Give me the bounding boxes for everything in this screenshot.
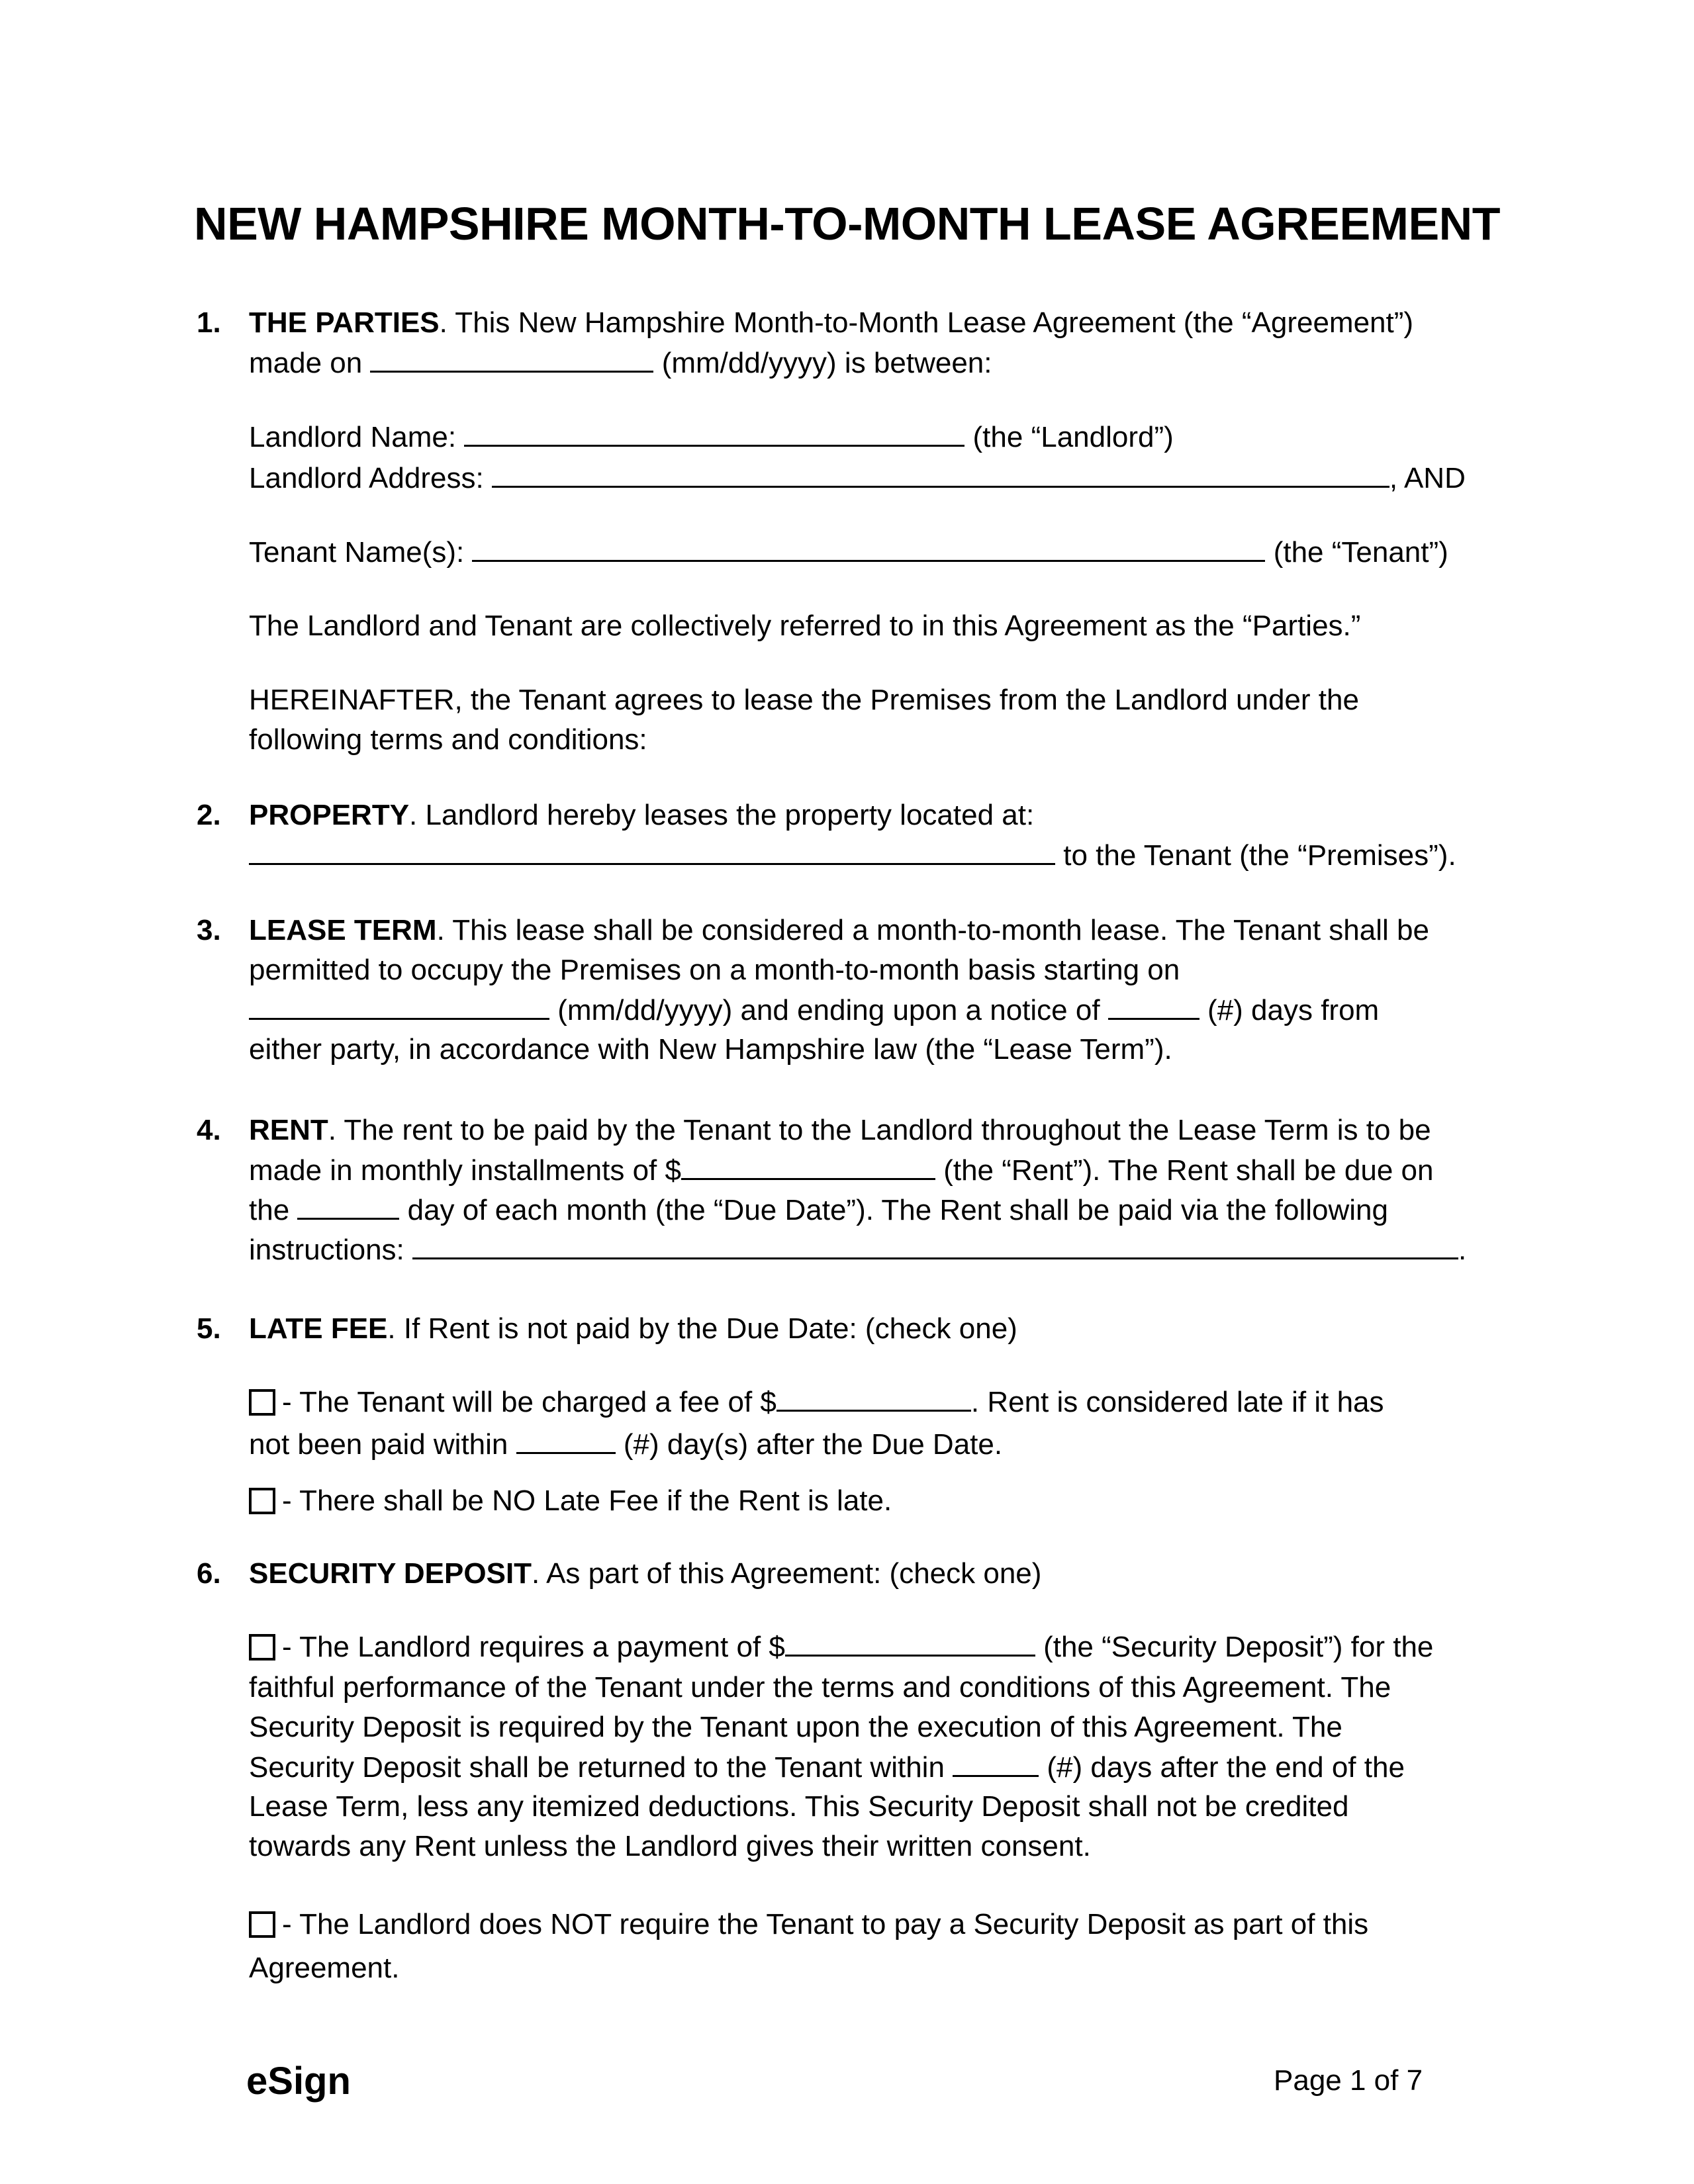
late-fee-charged-checkbox[interactable]	[249, 1389, 275, 1416]
section-number-4: 4.	[197, 1114, 221, 1146]
security-deposit-heading: SECURITY DEPOSIT	[249, 1557, 532, 1590]
parties-intro-text: . This New Hampshire Month-to-Month Lease Agreement (the “Agreement”)	[439, 306, 1414, 339]
parties-collective-text: The Landlord and Tenant are collectively referred to in this Agreement as the “Parties.”	[249, 610, 1361, 642]
deposit-line-4	[249, 1749, 1405, 1786]
landlord-name-field[interactable]	[464, 418, 965, 447]
property-address-field[interactable]	[249, 837, 1055, 865]
no-late-fee-text: - There shall be NO Late Fee if the Rent is late.	[282, 1484, 892, 1517]
lease-start-date-field[interactable]	[249, 991, 549, 1020]
deposit-line-6: towards any Rent unless the Landlord gives their written consent.	[249, 1830, 1091, 1862]
tenant-name-field[interactable]	[472, 533, 1265, 562]
late-fee-considered-text: . Rent is considered late if it has	[970, 1386, 1384, 1418]
rent-amount-field[interactable]	[681, 1152, 935, 1180]
landlord-name-label: Landlord Name:	[249, 421, 465, 453]
days-after-end-text: (#) days after the end of the	[1039, 1751, 1405, 1784]
late-fee-option-2	[249, 1482, 892, 1520]
tenant-name-label: Tenant Name(s):	[249, 536, 473, 569]
hereinafter-line-1: HEREINAFTER, the Tenant agrees to lease the Premises from the Landlord under the	[249, 684, 1359, 716]
section-number-2: 2.	[197, 799, 221, 831]
parties-line-2	[249, 344, 992, 382]
security-deposit-intro-text: . As part of this Agreement: (check one)	[532, 1557, 1042, 1590]
rent-line-2	[249, 1152, 1433, 1189]
hereinafter-line-2: following terms and conditions:	[249, 723, 647, 756]
landlord-address-suffix: , AND	[1389, 462, 1466, 494]
not-paid-within-text: not been paid within	[249, 1428, 516, 1461]
section-number-5: 5.	[197, 1312, 221, 1345]
days-after-due-text: (#) day(s) after the Due Date.	[615, 1428, 1003, 1461]
rent-heading: RENT	[249, 1114, 328, 1146]
due-day-field[interactable]	[297, 1191, 399, 1220]
security-deposit-line-1	[249, 1555, 1041, 1592]
esign-logo: eSign	[246, 2060, 351, 2103]
document-title: NEW HAMPSHIRE MONTH-TO-MONTH LEASE AGREEMENT	[194, 198, 1500, 250]
date-format-text: (mm/dd/yyyy) is between:	[653, 347, 992, 379]
late-fee-option-1-line-2	[249, 1426, 1002, 1463]
lease-term-notice-text: (mm/dd/yyyy) and ending upon a notice of	[549, 994, 1108, 1026]
tenant-name-row	[249, 533, 1448, 571]
parties-line-1	[249, 304, 1413, 341]
deposit-line-2: faithful performance of the Tenant under the terms and conditions of this Agreement. The	[249, 1671, 1391, 1704]
lease-term-line-2: permitted to occupy the Premises on a month-to-month basis starting on	[249, 954, 1180, 986]
deposit-amount-field[interactable]	[785, 1628, 1035, 1657]
property-intro-text: . Landlord hereby leases the property located at:	[409, 799, 1035, 831]
no-deposit-text: - The Landlord does NOT require the Tenant to pay a Security Deposit as part of this	[282, 1908, 1369, 1940]
late-fee-line-1	[249, 1310, 1017, 1347]
security-deposit-option-1	[249, 1628, 1433, 1666]
page-number: Page 1 of 7	[1274, 2064, 1423, 2097]
installments-text: made in monthly installments of $	[249, 1154, 681, 1187]
deposit-required-checkbox[interactable]	[249, 1634, 275, 1661]
deposit-line-3: Security Deposit is required by the Tenant upon the execution of this Agreement. The	[249, 1711, 1342, 1743]
lease-term-heading: LEASE TERM	[249, 914, 437, 946]
parties-heading: THE PARTIES	[249, 306, 440, 339]
no-deposit-checkbox[interactable]	[249, 1911, 275, 1938]
deposit-returned-text: Security Deposit shall be returned to the Tenant within	[249, 1751, 953, 1784]
instructions-period: .	[1458, 1234, 1467, 1266]
due-date-text: day of each month (the “Due Date”). The Rent shall be paid via the following	[399, 1194, 1388, 1226]
rent-line-1	[249, 1112, 1431, 1149]
instructions-label: instructions:	[249, 1234, 412, 1266]
no-late-fee-checkbox[interactable]	[249, 1488, 275, 1514]
deposit-return-days-field[interactable]	[953, 1749, 1039, 1777]
days-from-text: (#) days from	[1199, 994, 1380, 1026]
landlord-name-row	[249, 418, 1174, 456]
rent-line-4	[249, 1231, 1466, 1269]
no-deposit-line-2: Agreement.	[249, 1952, 400, 1984]
property-suffix: to the Tenant (the “Premises”).	[1055, 839, 1456, 872]
payment-instructions-field[interactable]	[412, 1231, 1458, 1259]
landlord-address-row	[249, 459, 1466, 497]
deposit-required-text: - The Landlord requires a payment of $	[282, 1631, 785, 1663]
security-deposit-option-2	[249, 1906, 1368, 1943]
late-fee-intro-text: . If Rent is not paid by the Due Date: (check one)	[387, 1312, 1017, 1345]
the-text: the	[249, 1194, 298, 1226]
rent-due-text: (the “Rent”). The Rent shall be due on	[935, 1154, 1434, 1187]
agreement-date-field[interactable]	[370, 344, 653, 373]
property-line-1	[249, 797, 1034, 834]
landlord-address-label: Landlord Address:	[249, 462, 492, 494]
lease-term-line-1	[249, 912, 1429, 949]
rent-line-3	[249, 1191, 1388, 1229]
late-fee-amount-field[interactable]	[776, 1383, 971, 1412]
made-on-label: made on	[249, 347, 371, 379]
section-number-3: 3.	[197, 914, 221, 946]
property-heading: PROPERTY	[249, 799, 410, 831]
landlord-name-suffix: (the “Landlord”)	[965, 421, 1174, 453]
late-fee-option-1	[249, 1383, 1384, 1421]
deposit-for-text: (the “Security Deposit”) for the	[1035, 1631, 1434, 1663]
tenant-name-suffix: (the “Tenant”)	[1265, 536, 1448, 569]
deposit-line-5: Lease Term, less any itemized deductions. This Security Deposit shall not be credited	[249, 1790, 1349, 1823]
section-number-1: 1.	[197, 306, 221, 339]
late-fee-heading: LATE FEE	[249, 1312, 388, 1345]
property-line-2	[249, 837, 1456, 874]
rent-intro-text: . The rent to be paid by the Tenant to the Landlord throughout the Lease Term is to be	[328, 1114, 1431, 1146]
lease-term-intro-text: . This lease shall be considered a month-to-month lease. The Tenant shall be	[436, 914, 1429, 946]
landlord-address-field[interactable]	[492, 459, 1389, 488]
late-fee-charged-text: - The Tenant will be charged a fee of $	[282, 1386, 776, 1418]
section-number-6: 6.	[197, 1557, 221, 1590]
lease-term-line-4: either party, in accordance with New Hampshire law (the “Lease Term”).	[249, 1033, 1172, 1066]
lease-term-line-3	[249, 991, 1379, 1029]
notice-days-field[interactable]	[1108, 991, 1200, 1020]
late-fee-days-field[interactable]	[516, 1426, 616, 1454]
